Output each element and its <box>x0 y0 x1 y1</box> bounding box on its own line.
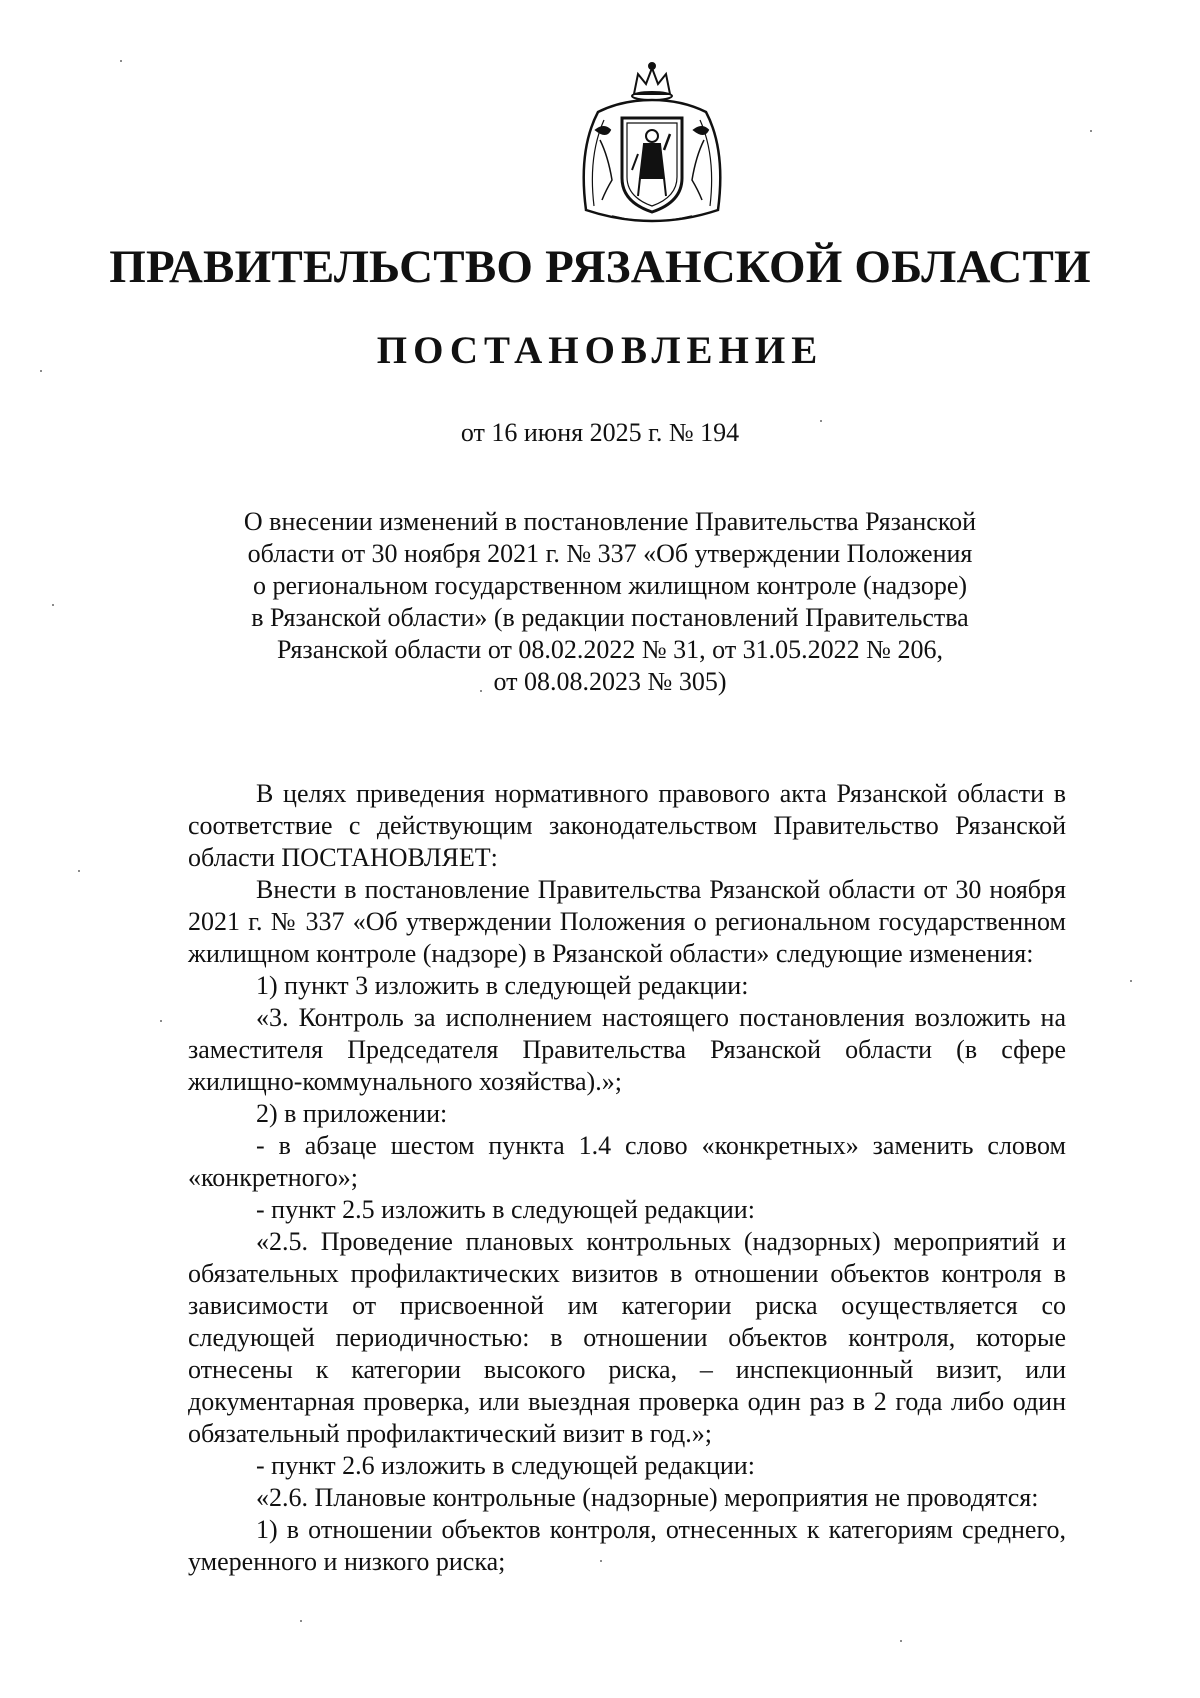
scan-speck <box>40 370 42 372</box>
body-paragraph: - в абзаце шестом пункта 1.4 слово «конкретных» заменить словом «конкретного»; <box>188 1131 1066 1192</box>
subject-line: о региональном государственном жилищном контроле (надзоре) <box>252 571 968 600</box>
scan-speck <box>900 1640 902 1642</box>
body-paragraph: - пункт 2.6 изложить в следующей редакции: <box>256 1451 755 1480</box>
government-title: ПРАВИТЕЛЬСТВО РЯЗАНСКОЙ ОБЛАСТИ <box>109 241 1091 293</box>
subject-line: в Рязанской области» (в редакции постановлений Правительства <box>251 603 969 632</box>
subject-line: Рязанской области от 08.02.2022 № 31, от 31.05.2022 № 206, <box>277 635 943 664</box>
scan-speck <box>820 420 822 422</box>
scan-speck <box>600 1560 602 1562</box>
body-paragraph: 2) в приложении: <box>256 1099 448 1128</box>
scan-speck <box>300 1620 302 1622</box>
scan-speck <box>160 1020 162 1022</box>
scan-speck <box>1130 980 1132 982</box>
body-paragraph: «2.5. Проведение плановых контрольных (надзорных) мероприятий и обязательных профилактических визитов в отношении объектов контроля в зависимости от присвоенной им категории риска осуществляется со следующей периодичностью: в отношении объектов контроля, которые отнесены к категории высокого риска, – инспекционный визит, или документарная проверка, или выездная проверка один раз в 2 года либо один обязательный профилактический визит в год.»; <box>188 1227 1066 1448</box>
coat-of-arms-emblem <box>572 60 732 236</box>
body-paragraph: «2.6. Плановые контрольные (надзорные) мероприятия не проводятся: <box>256 1483 1039 1512</box>
subject-line: от 08.08.2023 № 305) <box>493 667 727 696</box>
preamble-paragraph: В целях приведения нормативного правового акта Рязанской области в соответствие с действующим законодательством Правительство Рязанской области ПОСТАНОВЛЯЕТ: <box>188 779 1066 872</box>
scan-speck <box>1090 130 1092 132</box>
document-type-title: ПОСТАНОВЛЕНИЕ <box>376 329 824 372</box>
body-paragraph: 1) пункт 3 изложить в следующей редакции: <box>256 971 749 1000</box>
document-body <box>188 778 1066 1578</box>
body-paragraph: 1) в отношении объектов контроля, отнесенных к категориям среднего, умеренного и низкого риска; <box>188 1515 1066 1576</box>
document-subject <box>230 506 990 698</box>
scan-speck <box>78 870 80 872</box>
scan-speck <box>120 60 122 62</box>
subject-line: О внесении изменений в постановление Правительства Рязанской <box>243 507 977 536</box>
body-paragraph: Внести в постановление Правительства Рязанской области от 30 ноября 2021 г. № 337 «Об утверждении Положения о региональном государственном жилищном контроле (надзоре) в Рязанской области» следующие изменения: <box>188 875 1066 968</box>
document-date-number: от 16 июня 2025 г. № 194 <box>460 418 740 447</box>
scan-speck <box>480 690 482 692</box>
scan-speck <box>52 604 54 606</box>
subject-line: области от 30 ноября 2021 г. № 337 «Об утверждении Положения <box>247 539 973 568</box>
body-paragraph: - пункт 2.5 изложить в следующей редакции: <box>256 1195 755 1224</box>
body-paragraph: «3. Контроль за исполнением настоящего постановления возложить на заместителя Председателя Правительства Рязанской области (в сфере жилищно-коммунального хозяйства).»; <box>188 1003 1066 1096</box>
